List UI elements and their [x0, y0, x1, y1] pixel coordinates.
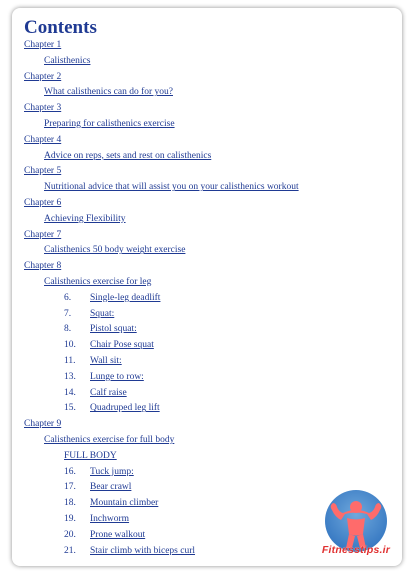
toc-item-label: Inchworm — [90, 514, 130, 524]
toc-item-label: Nutritional advice that will assist you on your calisthenics workout — [44, 182, 299, 193]
toc-section-link[interactable] — [44, 118, 175, 130]
toc-item-label: Prone walkout — [90, 529, 146, 540]
toc-item-label: Chapter 4 — [24, 134, 62, 145]
toc-item-number: 14. — [64, 387, 76, 398]
toc-section-link[interactable] — [44, 86, 173, 98]
document-page — [12, 8, 402, 566]
toc-item-label: Chapter 9 — [24, 419, 62, 430]
toc-item-label: Chapter 6 — [24, 198, 62, 208]
toc-subsection-link[interactable] — [64, 450, 117, 462]
toc-subsection-link[interactable] — [64, 545, 195, 557]
toc-section-link[interactable] — [44, 276, 151, 288]
toc-item-number: 13. — [64, 371, 76, 382]
toc-item-label: Tuck jump: — [90, 466, 134, 477]
toc-chapter-link[interactable] — [24, 260, 61, 272]
toc-chapter-link[interactable] — [24, 102, 61, 114]
toc-item-number: 16. — [64, 466, 76, 477]
toc-item-label: Preparing for calisthenics exercise — [44, 119, 175, 129]
toc-item-number: 7. — [64, 308, 72, 319]
toc-section-link[interactable] — [44, 244, 185, 256]
brand-text: Fitnesstips.ir — [321, 544, 391, 556]
toc-item-label: Single-leg deadlift — [90, 292, 161, 303]
toc-item-label: Calf raise — [90, 387, 127, 398]
toc-chapter-link[interactable] — [24, 134, 61, 146]
toc-item-label: Chair Pose squat — [90, 340, 154, 351]
toc-item-label: Squat: — [90, 308, 115, 319]
toc-subsection-link[interactable] — [64, 355, 122, 367]
toc-item-number: 11. — [64, 356, 76, 366]
toc-item-label: Quadruped leg lift — [90, 403, 160, 414]
toc-subsection-link[interactable] — [64, 339, 154, 351]
toc-item-label: Calisthenics exercise for leg — [44, 277, 152, 287]
toc-item-number: 19. — [64, 514, 76, 524]
toc-section-link[interactable] — [44, 213, 126, 225]
toc-chapter-link[interactable] — [24, 418, 61, 430]
toc-item-label: Mountain climber — [90, 498, 159, 509]
toc-item-label: Chapter 8 — [24, 261, 62, 272]
toc-item-number: 8. — [64, 324, 72, 335]
toc-chapter-link[interactable] — [24, 165, 61, 177]
toc-chapter-link[interactable] — [24, 71, 61, 83]
toc-section-link[interactable] — [44, 434, 174, 446]
toc-item-label: Achieving Flexibility — [44, 213, 126, 224]
toc-chapter-link[interactable] — [24, 229, 61, 241]
toc-item-label: What calisthenics can do for you? — [44, 87, 173, 98]
toc-subsection-link[interactable] — [64, 323, 137, 335]
toc-section-link[interactable] — [44, 181, 299, 193]
toc-item-label: Chapter 3 — [24, 103, 62, 114]
toc-item-number: 21. — [64, 545, 76, 556]
toc-item-number: 15. — [64, 403, 76, 414]
toc-item-label: Stair climb with biceps curl — [90, 545, 196, 556]
toc-item-label: Bear crawl — [90, 482, 132, 493]
toc-item-number: 20. — [64, 529, 76, 540]
toc-subsection-link[interactable] — [64, 308, 114, 320]
toc-item-label: Wall sit: — [90, 356, 122, 366]
toc-subsection-link[interactable] — [64, 466, 134, 478]
toc-section-link[interactable] — [44, 150, 211, 162]
toc-item-label: Chapter 1 — [24, 40, 62, 50]
toc-item-label: Chapter 7 — [24, 229, 62, 240]
toc-subsection-link[interactable] — [64, 371, 144, 383]
toc-item-number: 18. — [64, 498, 76, 509]
toc-subsection-link[interactable] — [64, 497, 158, 509]
toc-chapter-link[interactable] — [24, 39, 61, 51]
watermark-logo — [317, 490, 395, 564]
toc-subsection-link[interactable] — [64, 292, 160, 304]
toc-subsection-link[interactable] — [64, 513, 129, 525]
toc-subsection-link[interactable] — [64, 529, 145, 541]
toc-subsection-link[interactable] — [64, 402, 160, 414]
toc-item-label: Lunge to row: — [90, 371, 144, 382]
toc-item-label: Chapter 5 — [24, 166, 62, 177]
bodybuilder-icon — [325, 490, 387, 552]
page-title: Contents — [24, 17, 97, 38]
toc-chapter-link[interactable] — [24, 197, 61, 209]
toc-item-number: 6. — [64, 292, 72, 303]
toc-item-number: 17. — [64, 482, 76, 493]
toc-item-number: 10. — [64, 340, 76, 351]
toc-item-label: Calisthenics exercise for full body — [44, 435, 175, 445]
toc-item-label: Calisthenics — [44, 55, 91, 66]
toc-item-label: Advice on reps, sets and rest on calisthenics — [44, 150, 212, 161]
toc-section-link[interactable] — [44, 55, 90, 67]
toc-item-label: FULL BODY — [64, 450, 117, 461]
toc-item-label: Pistol squat: — [90, 324, 137, 335]
toc-subsection-link[interactable] — [64, 387, 127, 399]
toc-item-label: Chapter 2 — [24, 71, 62, 82]
toc-item-label: Calisthenics 50 body weight exercise — [44, 245, 186, 256]
toc-subsection-link[interactable] — [64, 481, 131, 493]
